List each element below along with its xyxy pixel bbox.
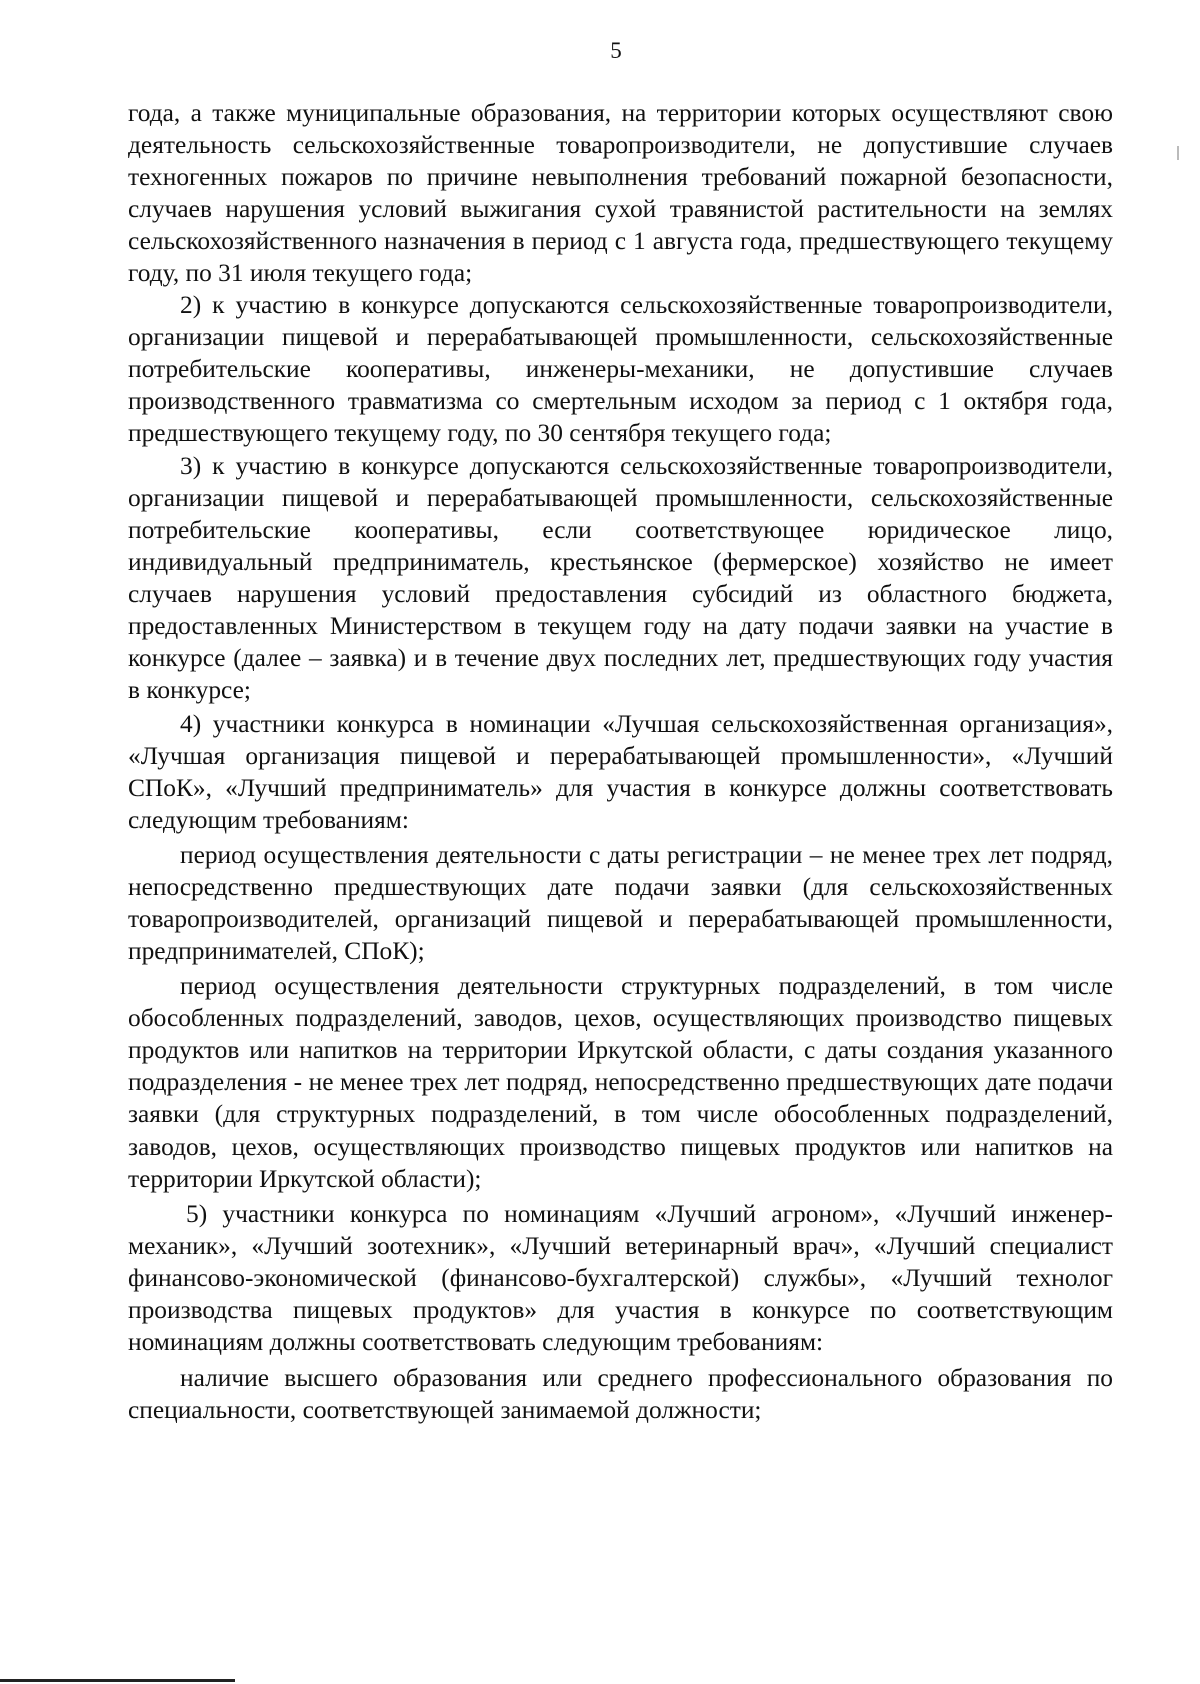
paragraph-item-4: 4) участники конкурса в номинации «Лучшая сельскохозяйственная организация», «Лучшая организация пищевой и перерабатывающей промышленности», «Лучший СПоК», «Лучший предприниматель» для участия в конкурсе должны соответствовать следующим требованиям: [128, 709, 1113, 835]
paragraph-item-5: 5) участники конкурса по номинациям «Лучший агроном», «Лучший инженер-механик», «Лучший зоотехник», «Лучший ветеринарный врач», «Лучший специалист финансово-экономической (финансово-бухгалтерской) службы», «Лучший технолог производства пищевых продуктов» для участия в конкурсе по соответствующим номинациям должны соответствовать следующим требованиям: [128, 1199, 1113, 1356]
paragraph-item-2: 2) к участию в конкурсе допускаются сельскохозяйственные товаропроизводители, организации пищевой и перерабатывающей промышленности, сельскохозяйственные потребительские кооперативы, инженеры-механики, не допустившие случаев производственного травматизма со смертельным исходом за период с 1 октября года, предшествующего текущему году, по 30 сентября текущего года; [128, 291, 1113, 448]
paragraph-registration-period: период осуществления деятельности с даты регистрации – не менее трех лет подряд, непосредственно предшествующих дате подачи заявки (для сельскохозяйственных товаропроизводителей, организаций пищевой и перерабатывающей промышленности, предпринимателей, СПоК); [128, 841, 1113, 966]
document-body [128, 97, 1113, 1426]
paragraph-item-3: 3) к участию в конкурсе допускаются сельскохозяйственные товаропроизводители, организации пищевой и перерабатывающей промышленности, сельскохозяйственные потребительские кооперативы, если соответствующее юридическое лицо, индивидуальный предприниматель, крестьянское (фермерское) хозяйство не имеет случаев нарушения условий предоставления субсидий из областного бюджета, предоставленных Министерством в текущем году на дату подачи заявки на участие в конкурсе (далее – заявка) и в течение двух последних лет, предшествующих году участия в конкурсе; [128, 451, 1113, 704]
scan-edge-line [0, 1679, 235, 1682]
scan-artifact [1177, 146, 1179, 160]
paragraph-continuation: года, а также муниципальные образования, на территории которых осуществляют свою деятельность сельскохозяйственные товаропроизводители, не допустившие случаев техногенных пожаров по причине невыполнения требований пожарной безопасности, случаев нарушения условий выжигания сухой травянистой растительности на землях сельскохозяйственного назначения в период с 1 августа года, предшествующего текущему году, по 31 июля текущего года; [128, 99, 1113, 288]
paragraph-education-requirement: наличие высшего образования или среднего профессионального образования по специальности, соответствующей занимаемой должности; [128, 1363, 1113, 1424]
paragraph-subdivision-period: период осуществления деятельности структурных подразделений, в том числе обособленных подразделений, заводов, цехов, осуществляющих производство пищевых продуктов или напитков на территории Иркутской области, с даты создания указанного подразделения - не менее трех лет подряд, непосредственно предшествующих дате подачи заявки (для структурных подразделений, в том числе обособленных подразделений, заводов, цехов, осуществляющих производство пищевых продуктов или напитков на территории Иркутской области); [128, 972, 1113, 1193]
page-number: 5 [610, 38, 622, 63]
